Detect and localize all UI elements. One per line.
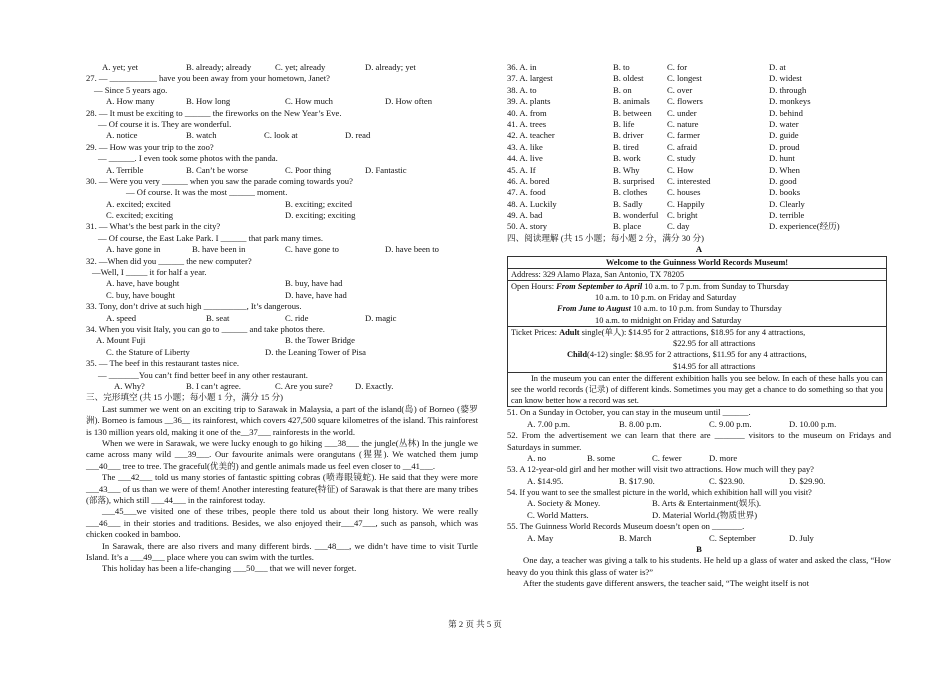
question-31-reply: — Of course, the East Lake Park. I ______ that park many times.: [98, 232, 324, 243]
option-b: B. 8.00 p.m.: [619, 418, 662, 429]
option-d: D. behind: [769, 107, 803, 118]
option-a: A. speed: [106, 312, 137, 323]
option-d: D. July: [789, 532, 814, 543]
cloze-option-row: [507, 176, 891, 187]
option-a: 46. A. bored: [507, 175, 550, 186]
passage-a-label: A: [695, 244, 703, 255]
option-a: A. $14.95.: [527, 475, 564, 486]
section-3-title: 三、完形填空 (共 15 小题；每小题 1 分，满分 15 分): [86, 392, 283, 403]
option-b: B. $17.90.: [619, 475, 655, 486]
option-d: D. widest: [769, 73, 802, 84]
option-c: C. under: [667, 107, 697, 118]
q26-options: [86, 62, 478, 73]
question-33: 33. Tony, don’t drive at such high __________, It’s dangerous.: [86, 301, 302, 312]
q34-options: [86, 335, 478, 346]
option-c: C. ride: [285, 312, 309, 323]
cloze-option-row: [507, 85, 891, 96]
ad-title: Welcome to the Guinness World Records Museum!: [508, 256, 887, 268]
cloze-paragraph-4: ___45___we visited one of these tribes, people there told us about their long history. We were really ___46___ in their stories and traditions. Besides, we also enjoyed their___47___, such as pansoh, which was chicken cooked in bamboo.: [86, 506, 478, 540]
option-d: D. Material World.(物质世界): [652, 509, 758, 520]
q33-options: [86, 313, 478, 324]
cloze-paragraph-1: Last summer we went on an exciting trip to Sarawak in Malaysia, a part of the island(岛) of Borneo (婆罗洲). Borneo is famous __36__ its rainforest, which covers 427,500 square kilometres of the island. This rainforest is 130 million years old, making it one of the__37___ rainforests in the world.: [86, 403, 478, 437]
ad-address: Address: 329 Alamo Plaza, San Antonio, TX 78205: [508, 268, 887, 280]
option-b: B. driver: [613, 130, 644, 141]
option-a: 42. A. teacher: [507, 130, 555, 141]
q54-options-2: [507, 510, 891, 521]
ad-hours: Open Hours: From September to April 10 a.m. to 7 p.m. from Sunday to Thursday 10 a.m. to 10 p.m. on Friday and Saturday From June to August 10 a.m. to 10 p.m. from Sunday to Thursday 10 a.m. to midnight on Friday and Saturday: [508, 281, 887, 327]
option-d: D. at: [769, 62, 786, 72]
option-b: B. the Tower Bridge: [285, 335, 355, 346]
q53-options: [507, 476, 891, 487]
option-d: D. experience(经历): [769, 221, 840, 232]
option-a: A. have gone in: [106, 244, 161, 255]
question-32-reply: —Well, I _____ it for half a year.: [92, 267, 207, 278]
question-34: 34. When you visit Italy, you can go to ______ and take photos there.: [86, 323, 325, 334]
option-c: C. bright: [667, 210, 698, 221]
option-c: C. yet; already: [275, 62, 326, 72]
option-a: 48. A. Luckily: [507, 198, 557, 209]
question-30: 30. — Were you very ______ when you saw the parade coming towards you?: [86, 175, 353, 186]
option-c: C. for: [667, 62, 688, 72]
option-c: C. $23.90.: [709, 475, 745, 486]
question-27: 27. — ___________ have you been away from your hometown, Janet?: [86, 73, 330, 84]
option-b: B. oldest: [613, 73, 644, 84]
cloze-option-row: [507, 119, 891, 130]
q34-options-2: [86, 347, 478, 358]
option-a: 43. A. like: [507, 141, 543, 152]
option-c: C. day: [667, 221, 690, 232]
option-c: C. study: [667, 153, 696, 164]
option-a: A. How many: [106, 96, 155, 107]
cloze-option-row: [507, 142, 891, 153]
option-b: B. wonderful: [613, 210, 659, 221]
ad-ticket-prices: Ticket Prices: Adult single(单人): $14.95 for 2 attractions, $18.95 for any 4 attractions, $22.95 for all attractions Child(4-12) single: $8.95 for 2 attractions, $11.95 for any 4 attractions, $14.95 for all attractions: [508, 326, 887, 372]
cloze-paragraph-3: The ___42___ told us many stories of fantastic spitting cobras (喷毒眼镜蛇). He said that they were more ___43___ of us than we were of them! Another interesting feature(特征) of Sarawak is that there are many tribes (部落), which still ___44___ in the rainforest today.: [86, 472, 478, 505]
q30-options-2: [86, 210, 478, 221]
option-b: B. some: [587, 452, 616, 463]
q31-options: [86, 244, 478, 255]
q30-options: [86, 199, 478, 210]
option-b: B. animals: [613, 96, 650, 107]
cloze-option-row: [507, 165, 891, 176]
option-d: D. Clearly: [769, 198, 805, 209]
option-b: B. watch: [186, 130, 217, 141]
option-b: B. March: [619, 532, 652, 543]
q54-options: [507, 498, 891, 509]
option-c: C. nature: [667, 118, 699, 129]
q29-options: [86, 165, 478, 176]
option-c: C. How much: [285, 96, 333, 107]
option-b: B. Can’t be worse: [186, 164, 248, 175]
option-b: B. tired: [613, 141, 639, 152]
museum-advertisement: [507, 256, 887, 408]
q28-options: [86, 130, 478, 141]
option-a: 44. A. live: [507, 153, 543, 164]
q32-options-2: [86, 290, 478, 301]
question-31: 31. — What’s the best park in the city?: [86, 221, 221, 232]
question-35: 35. — The beef in this restaurant tastes nice.: [86, 358, 240, 369]
cloze-option-row: [507, 187, 891, 198]
cloze-option-row: [507, 221, 891, 232]
option-a: A. May: [527, 532, 554, 543]
option-d: D. 10.00 p.m.: [789, 418, 837, 429]
cloze-option-row: [507, 62, 891, 73]
option-d: D. magic: [365, 312, 397, 323]
option-a: A. excited; excited: [106, 198, 171, 209]
option-c: C. flowers: [667, 96, 703, 107]
option-b: B. Arts & Entertainment(娱乐).: [652, 498, 762, 509]
cloze-option-row: [507, 73, 891, 84]
option-d: D. hunt: [769, 153, 795, 164]
option-a: A. have, have bought: [106, 278, 180, 289]
option-d: D. more: [709, 452, 738, 463]
option-b: B. seat: [206, 312, 230, 323]
option-b: B. have been in: [192, 244, 246, 255]
option-a: A. Terrible: [106, 164, 144, 175]
option-b: B. exciting; excited: [285, 198, 353, 209]
left-column: [86, 62, 478, 575]
option-d: D. water: [769, 118, 799, 129]
option-a: 37. A. largest: [507, 73, 553, 84]
option-a: A. no: [527, 452, 547, 463]
question-28: 28. — It must be exciting to ______ the fireworks on the New Year’s Eve.: [86, 107, 342, 118]
option-a: 39. A. plants: [507, 96, 551, 107]
cloze-option-row: [507, 153, 891, 164]
option-a: 49. A. bad: [507, 210, 543, 221]
option-c: C. farmer: [667, 130, 700, 141]
cloze-option-row: [507, 108, 891, 119]
option-b: B. already; already: [186, 62, 252, 72]
option-a: 40. A. from: [507, 107, 547, 118]
option-b: B. between: [613, 107, 652, 118]
option-a: 38. A. to: [507, 84, 537, 95]
option-c: C. 9.00 p.m.: [709, 418, 752, 429]
question-35-reply: — _______You can’t find better beef in any other restaurant.: [98, 369, 308, 380]
option-c: C. longest: [667, 73, 702, 84]
option-c: C. look at: [264, 130, 298, 141]
cloze-option-row: [507, 210, 891, 221]
question-28-reply: — Of course it is. They are wonderful.: [98, 118, 232, 129]
option-d: D. Fantastic: [365, 164, 407, 175]
option-b: B. How long: [186, 96, 231, 107]
option-c: C. houses: [667, 187, 701, 198]
option-d: D. books: [769, 187, 801, 198]
option-b: B. place: [613, 221, 642, 232]
option-a: A. yet; yet: [102, 62, 139, 72]
option-d: D. How often: [385, 96, 433, 107]
q52-options: [507, 453, 891, 464]
option-a: A. Mount Fuji: [96, 335, 146, 346]
q27-options: [86, 96, 478, 107]
question-51: 51. On a Sunday in October, you can stay in the museum until ______.: [507, 407, 751, 418]
question-27-reply: — Since 5 years ago.: [94, 84, 168, 95]
q32-options: [86, 278, 478, 289]
option-b: B. Why: [613, 164, 640, 175]
question-54: 54. If you want to see the smallest picture in the world, which exhibition hall will you visit?: [507, 488, 812, 498]
cloze-paragraph-5: In Sarawak, there are also rivers and many different birds. ___48___, we didn’t have time to visit Turtle Island. It’s a ___49___ place where you can swim with the turtles.: [86, 540, 478, 563]
option-c: C. September: [709, 532, 756, 543]
option-a: A. Society & Money.: [527, 498, 601, 509]
option-c: C. Poor thing: [285, 164, 332, 175]
page-footer: 第 2 页 共 5 页: [448, 619, 502, 629]
option-c: C. fewer: [652, 452, 682, 463]
option-b: B. Sadly: [613, 198, 643, 209]
question-29-reply: — ______. I even took some photos with the panda.: [98, 153, 278, 164]
cloze-options-list: [507, 62, 891, 233]
option-d: D. When: [769, 164, 800, 175]
option-a: A. 7.00 p.m.: [527, 418, 570, 429]
option-d: D. monkeys: [769, 96, 811, 107]
q55-options: [507, 533, 891, 544]
question-52: 52. From the advertisement we can learn that there are _______ visitors to the museum on Fridays and Saturdays in summer.: [507, 430, 891, 452]
option-d: D. exciting; exciting: [285, 210, 356, 221]
option-a: 41. A. trees: [507, 118, 547, 129]
ad-description: In the museum you can enter the different exhibition halls you see below. In each of these halls you can see the world records (记录) of different kinds. Sometimes you may get a chance to do something so that you can know better how a record was set.: [508, 372, 887, 407]
option-d: D. guide: [769, 130, 799, 141]
passage-b-paragraph-2: After the students gave different answers, the teacher said, “The weight itself is not: [523, 578, 809, 589]
option-a: 45. A. If: [507, 164, 536, 175]
option-c: C. Are you sure?: [275, 380, 333, 391]
option-c: C. afraid: [667, 141, 698, 152]
option-a: A. notice: [106, 130, 138, 141]
option-a: 47. A. food: [507, 187, 546, 198]
option-d: D. through: [769, 84, 807, 95]
option-b: B. surprised: [613, 175, 655, 186]
option-b: B. on: [613, 84, 632, 95]
option-d: D. have, have had: [285, 289, 347, 300]
option-c: C. have gone to: [285, 244, 339, 255]
option-c: C. How: [667, 164, 694, 175]
option-c: C. excited; exciting: [106, 210, 174, 221]
option-d: D. read: [345, 130, 371, 141]
option-b: B. clothes: [613, 187, 648, 198]
option-b: B. life: [613, 118, 635, 129]
option-d: D. Exactly.: [355, 380, 394, 391]
option-c: C. buy, have bought: [106, 289, 175, 300]
option-d: D. terrible: [769, 210, 805, 221]
option-c: C. the Stature of Liberty: [106, 346, 190, 357]
option-c: C. over: [667, 84, 693, 95]
cloze-paragraph-6: This holiday has been a life-changing ___50___ that we will never forget.: [102, 563, 357, 574]
option-b: B. I can’t agree.: [186, 380, 241, 391]
section-4-title: 四、阅读理解 (共 15 小题；每小题 2 分，满分 30 分): [507, 232, 704, 243]
passage-b-paragraph-1: One day, a teacher was giving a talk to his students. He held up a glass of water and asked the class, “How heavy do you think this glass of water is?”: [507, 555, 891, 577]
question-55: 55. The Guinness World Records Museum doesn’t open on _______.: [507, 521, 745, 532]
right-column: [507, 62, 891, 590]
option-c: C. Happily: [667, 198, 705, 209]
q51-options: [507, 419, 891, 430]
q35-options: [86, 381, 478, 392]
option-c: C. interested: [667, 175, 711, 186]
question-29: 29. — How was your trip to the zoo?: [86, 141, 214, 152]
option-c: C. World Matters.: [527, 509, 589, 520]
cloze-option-row: [507, 96, 891, 107]
option-d: D. good: [769, 175, 797, 186]
option-b: B. work: [613, 153, 641, 164]
option-a: 36. A. in: [507, 62, 537, 72]
question-53: 53. A 12-year-old girl and her mother will visit two attractions. How much will they pay?: [507, 464, 814, 475]
option-d: D. have been to: [385, 244, 439, 255]
question-30-reply: — Of course. It was the most ______ moment.: [126, 187, 288, 198]
cloze-paragraph-2: When we were in Sarawak, we were lucky enough to go hiking ___38___ the jungle(丛林) In the jungle we came across many wild ___39___. Our favourite animals were orangutans (猩猩). We watched them jump ___40___ tree to tree. The graceful(优美的) and gentle animals made us feel even closer to __41___.: [86, 437, 478, 471]
cloze-option-row: [507, 199, 891, 210]
option-d: D. $29.90.: [789, 475, 826, 486]
cloze-option-row: [507, 130, 891, 141]
option-b: B. to: [613, 62, 630, 72]
option-a: 50. A. story: [507, 221, 548, 232]
option-a: A. Why?: [114, 380, 145, 391]
option-d: D. proud: [769, 141, 800, 152]
passage-b-label: B: [696, 544, 702, 555]
option-b: B. buy, have had: [285, 278, 343, 289]
question-32: 32. —When did you ______ the new computer?: [86, 255, 252, 266]
option-d: D. already; yet: [365, 62, 416, 72]
option-d: D. the Leaning Tower of Pisa: [265, 346, 366, 357]
